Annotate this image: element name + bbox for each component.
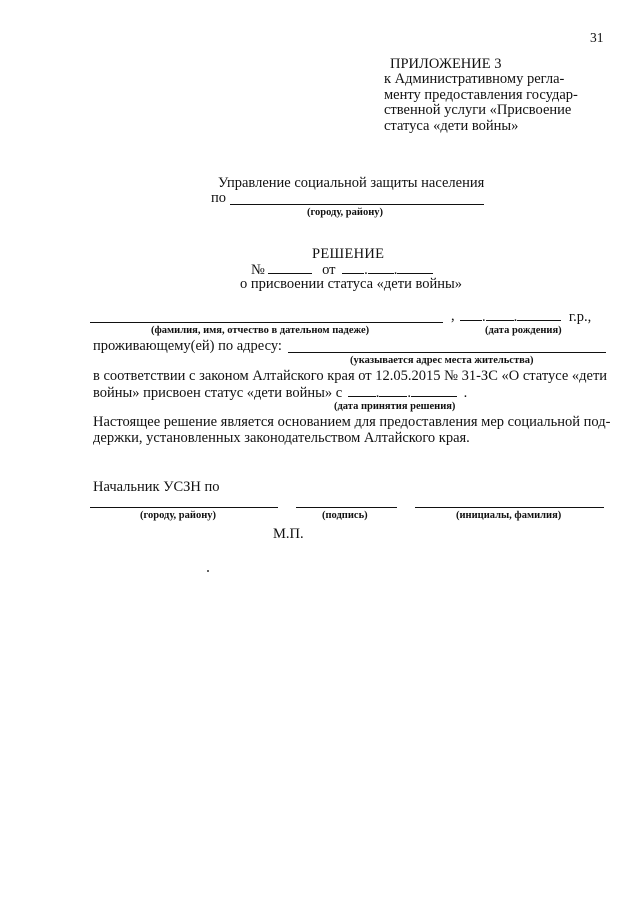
date-day-blank — [342, 261, 364, 274]
district-line — [90, 507, 278, 508]
status-day-blank — [348, 384, 376, 397]
law-line-1: в соответствии с законом Алтайского края от 12.05.2015 № 31-ЗС «О статусе «дети — [93, 368, 608, 384]
name-line — [415, 507, 604, 508]
comma: , — [451, 308, 455, 324]
appendix-line: статуса «дети войны» — [384, 117, 519, 134]
law-line-2-end: . — [463, 385, 468, 401]
page-number: 31 — [590, 30, 604, 45]
scan-dot — [207, 570, 209, 572]
status-year-blank — [411, 384, 457, 397]
law-line-2-text: войны» присвоен статус «дети войны» с — [93, 385, 343, 401]
authority-po: по — [211, 190, 227, 206]
number-blank — [268, 261, 312, 274]
birthdate-row: . . г.р., — [460, 308, 591, 326]
status-month-blank — [379, 384, 407, 397]
number-label: № — [251, 262, 265, 278]
address-label: проживающему(ей) по адресу: — [93, 338, 282, 354]
basis-line-2: держки, установленных законодательством Алтайского края. — [93, 430, 470, 446]
law-line-2: войны» присвоен статус «дети войны» с . . . — [93, 385, 468, 401]
name-caption: (инициалы, фамилия) — [456, 510, 562, 521]
fio-line — [90, 322, 443, 323]
birth-year-blank — [517, 308, 561, 321]
address-line — [288, 352, 606, 353]
decision-date-caption: (дата принятия решения) — [334, 401, 456, 412]
decision-number-row: № от . . — [251, 261, 433, 279]
decision-heading: РЕШЕНИЕ — [312, 246, 385, 262]
district-caption: (городу, району) — [140, 510, 216, 521]
decision-subject: о присвоении статуса «дети войны» — [240, 276, 462, 292]
authority-name: Управление социальной защиты населения — [218, 175, 485, 191]
birth-caption: (дата рождения) — [485, 325, 562, 336]
from-label: от — [322, 262, 336, 278]
basis-line-1: Настоящее решение является основанием для предоставления мер социальной под- — [93, 414, 611, 430]
year-suffix: г.р., — [568, 309, 592, 325]
birth-day-blank — [460, 308, 482, 321]
sign-caption: (подпись) — [322, 510, 368, 521]
appendix-line: ственной услуги «Присвоение — [384, 102, 572, 118]
date-year-blank — [397, 261, 433, 274]
authority-district-line — [230, 204, 484, 205]
birth-month-blank — [486, 308, 514, 321]
head-label: Начальник УСЗН по — [93, 479, 220, 495]
appendix-line: менту предоставления государ- — [384, 86, 578, 103]
authority-caption: (городу, району) — [307, 207, 383, 218]
appendix-text — [384, 72, 578, 134]
appendix-title: ПРИЛОЖЕНИЕ 3 — [390, 56, 502, 72]
date-month-blank — [368, 261, 394, 274]
stamp-label: М.П. — [273, 526, 304, 542]
fio-caption: (фамилия, имя, отчество в дательном падеже) — [151, 325, 370, 336]
appendix-line: к Административному регла- — [384, 71, 565, 87]
address-caption: (указывается адрес места жительства) — [350, 355, 534, 366]
signature-line — [296, 507, 397, 508]
